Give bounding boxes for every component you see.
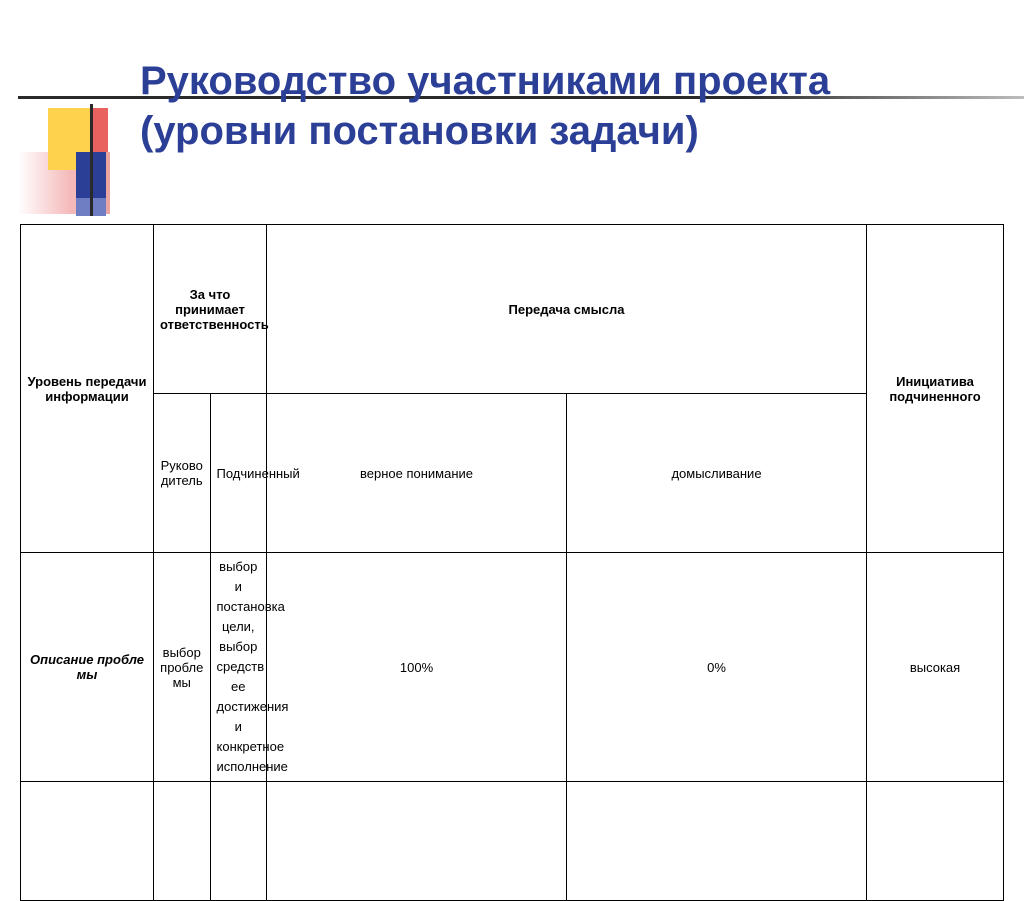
cell-wrong — [567, 782, 867, 901]
table-header-row-1 — [21, 225, 1004, 394]
slide-ornament — [18, 108, 138, 216]
cell-initiative — [867, 782, 1004, 901]
header-guessing: домысливание — [567, 394, 867, 553]
table-row — [21, 782, 1004, 901]
page-title — [140, 56, 1000, 156]
header-subordinate: Подчиненный — [210, 394, 267, 553]
cell-initiative: высокая — [867, 553, 1004, 782]
header-subordinate-initiative: Инициатива подчиненного — [867, 225, 1004, 553]
header-manager: Руководитель — [154, 394, 211, 553]
header-meaning-transfer-group: Передача смысла — [267, 225, 867, 394]
cell-subordinate — [210, 782, 267, 901]
ornament-vertical-rule — [90, 104, 93, 216]
header-responsibility-group: За что принимает ответственность — [154, 225, 267, 394]
cell-wrong: 0% — [567, 553, 867, 782]
cell-subordinate: выбор и постановка цели, выбор средств ее достижения и конкретное исполнение — [210, 553, 267, 782]
header-level-of-information: Уровень передачи информации — [21, 225, 154, 553]
task-levels-table — [20, 224, 1004, 901]
cell-correct: 100% — [267, 553, 567, 782]
cell-manager — [154, 782, 211, 901]
cell-level — [21, 782, 154, 901]
cell-correct — [267, 782, 567, 901]
table-header-row-2 — [21, 394, 1004, 553]
task-levels-table-wrapper — [20, 224, 1004, 901]
table-row — [21, 553, 1004, 782]
page-title-line-2: (уровни постановки задачи) — [140, 109, 699, 153]
cell-level: Описание проблемы — [21, 553, 154, 782]
page-title-line-1: Руководство участниками проекта — [140, 59, 831, 103]
header-correct-understanding: верное понимание — [267, 394, 567, 553]
cell-manager: выбор проблемы — [154, 553, 211, 782]
